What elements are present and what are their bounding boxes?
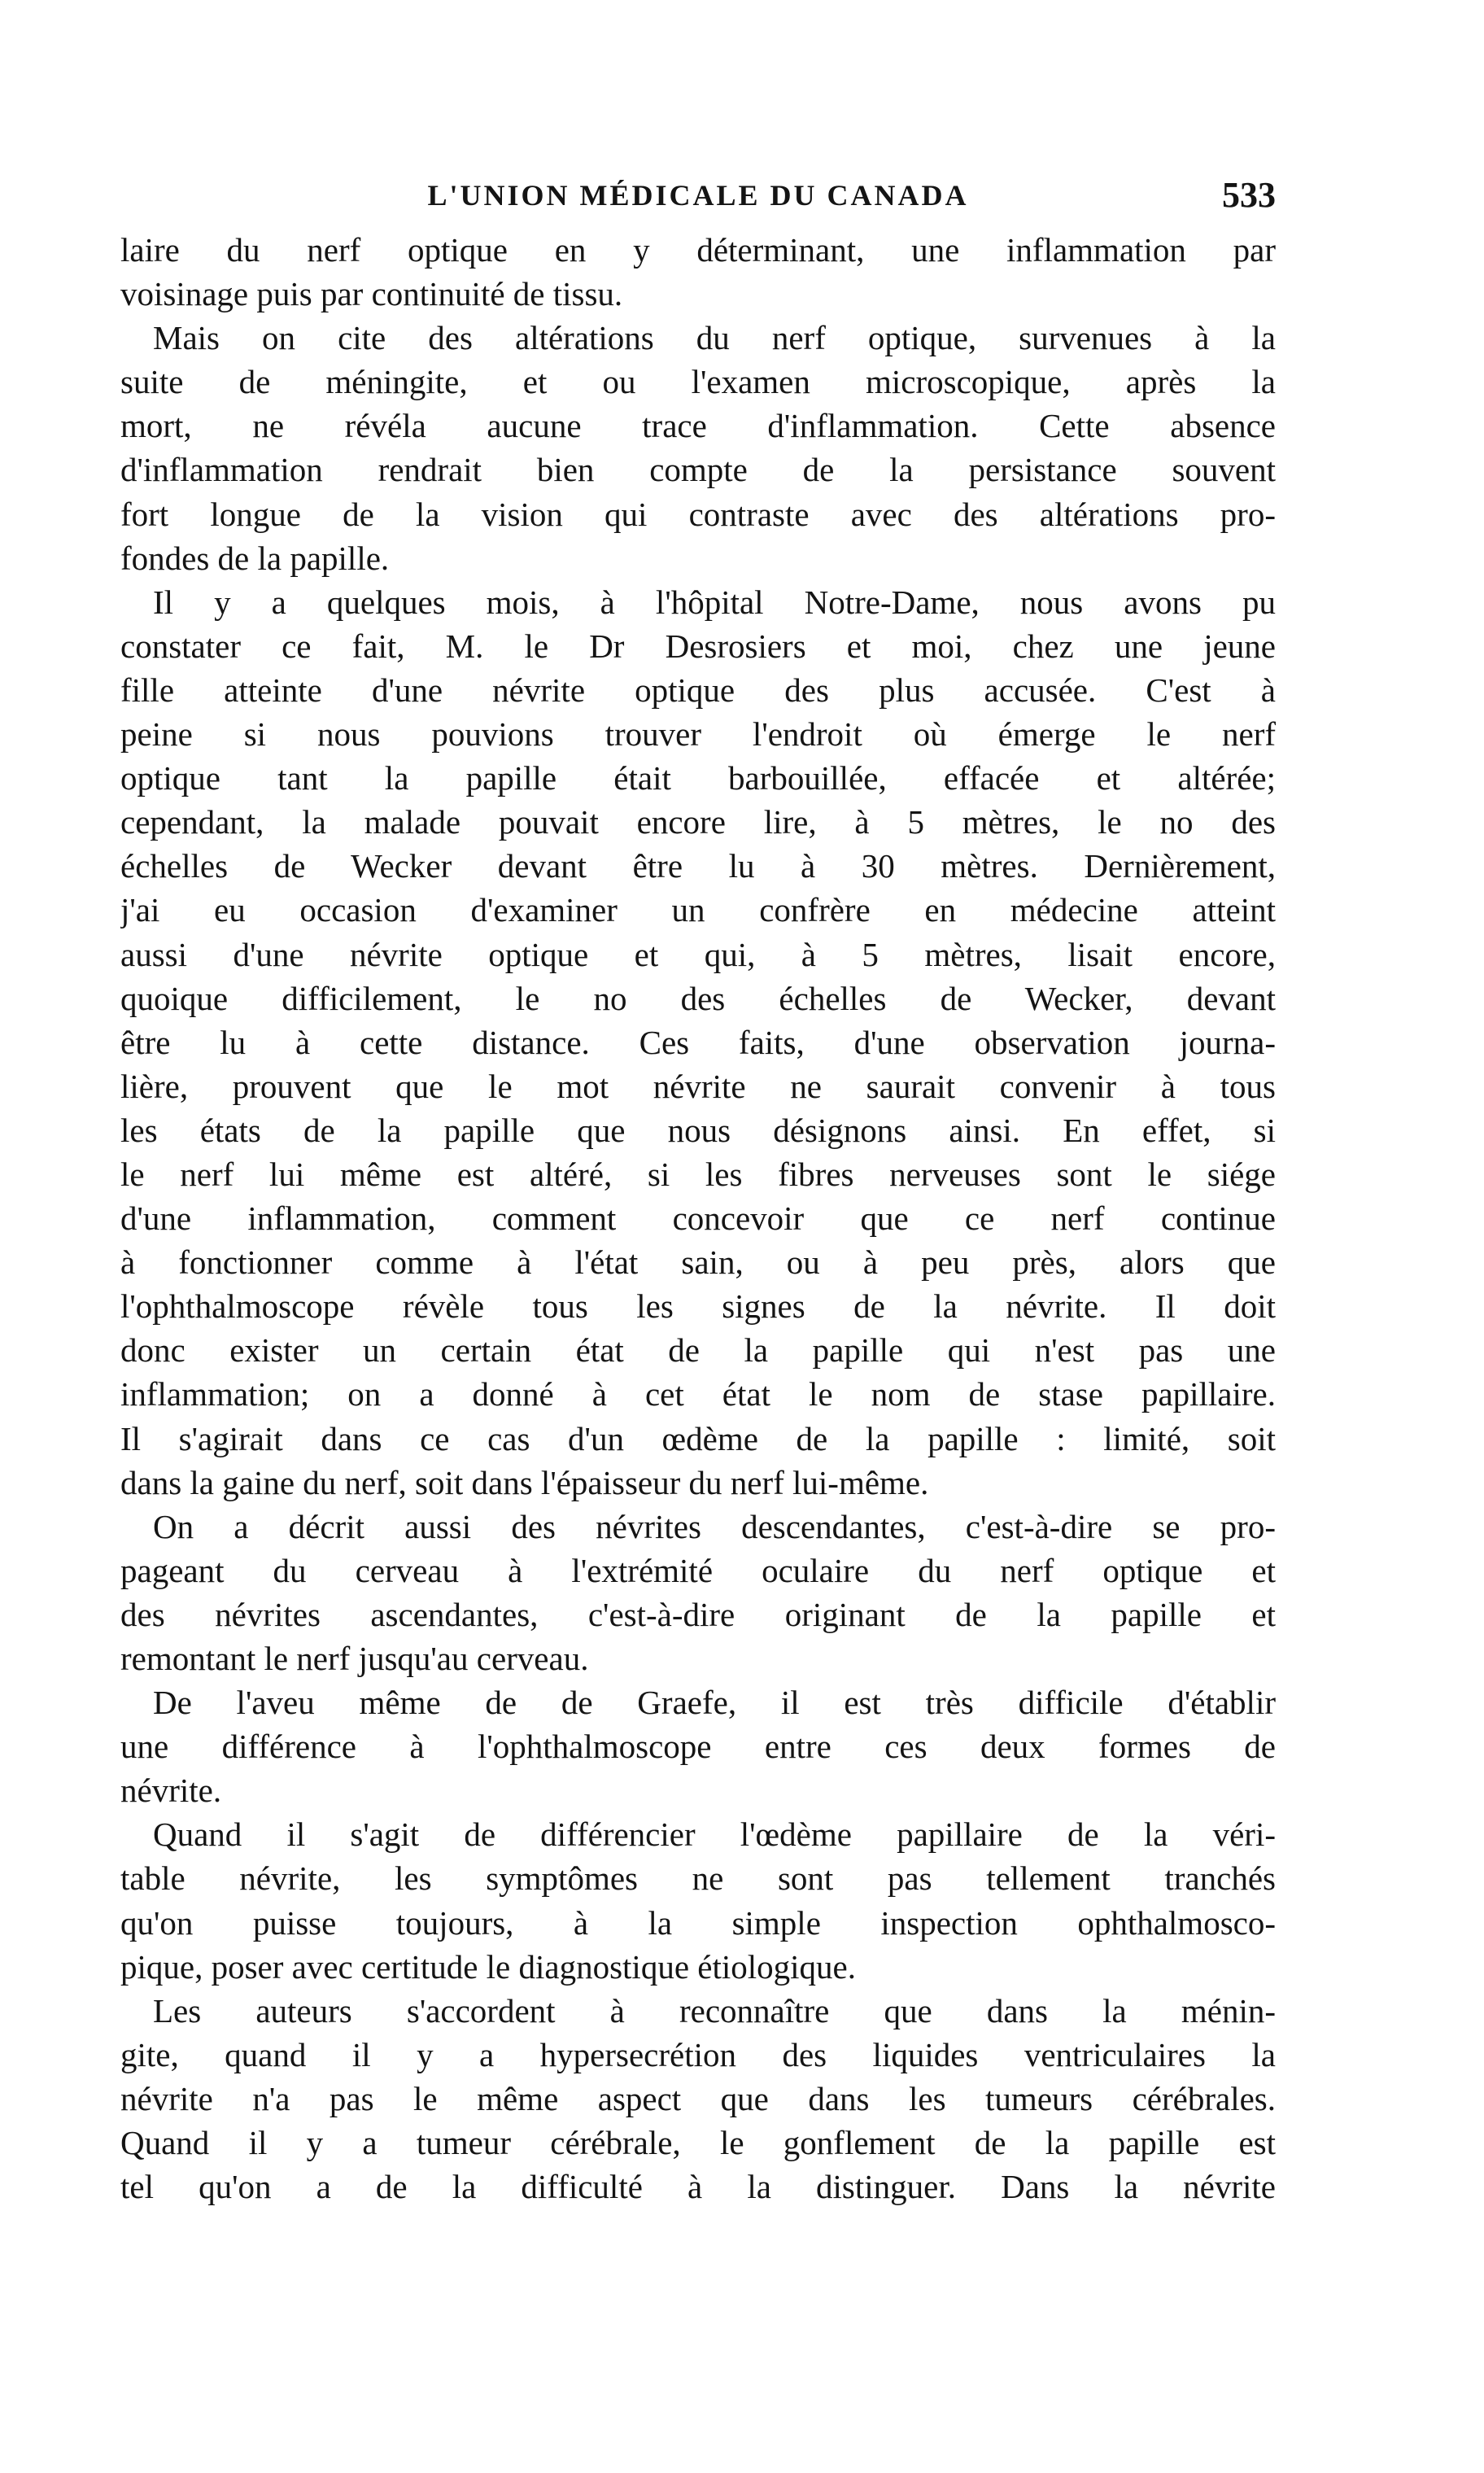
text-line: dans la gaine du nerf, soit dans l'épaisseur du nerf lui-même. bbox=[120, 1463, 929, 1501]
text-line: d'inflammation rendrait bien compte de la persistance souvent bbox=[120, 451, 1276, 489]
text-line: peine si nous pouvions trouver l'endroit où émerge le nerf bbox=[120, 715, 1276, 754]
text-line: j'ai eu occasion d'examiner un confrère en médecine atteint bbox=[120, 891, 1276, 929]
text-line: Il y a quelques mois, à l'hôpital Notre-Dame, nous avons pu bbox=[153, 583, 1276, 621]
text-line: cependant, la malade pouvait encore lire, à 5 mètres, le no des bbox=[120, 803, 1276, 841]
text-line: l'ophthalmoscope révèle tous les signes de la névrite. Il doit bbox=[120, 1287, 1276, 1326]
text-line: gite, quand il y a hypersecrétion des liquides ventriculaires la bbox=[120, 2035, 1276, 2073]
text-line: les états de la papille que nous désignons ainsi. En effet, si bbox=[120, 1111, 1276, 1149]
text-line: laire du nerf optique en y déterminant, une inflammation par bbox=[120, 231, 1276, 269]
body-text bbox=[120, 228, 1276, 2425]
text-line: échelles de Wecker devant être lu à 30 mètres. Dernièrement, bbox=[120, 847, 1276, 885]
text-line: être lu à cette distance. Ces faits, d'une observation journa- bbox=[120, 1023, 1276, 1061]
text-line: suite de méningite, et ou l'examen microscopique, après la bbox=[120, 363, 1276, 401]
text-line: une différence à l'ophthalmoscope entre ces deux formes de bbox=[120, 1728, 1276, 1766]
text-line: De l'aveu même de de Graefe, il est très difficile d'établir bbox=[153, 1684, 1276, 1722]
text-line: des névrites ascendantes, c'est-à-dire originant de la papille et bbox=[120, 1595, 1276, 1633]
text-line: lière, prouvent que le mot névrite ne saurait convenir à tous bbox=[120, 1067, 1276, 1105]
text-line: aussi d'une névrite optique et qui, à 5 mètres, lisait encore, bbox=[120, 935, 1276, 973]
text-line: remontant le nerf jusqu'au cerveau. bbox=[120, 1640, 589, 1677]
text-line: qu'on puisse toujours, à la simple inspection ophthalmosco- bbox=[120, 1903, 1276, 1942]
text-line: pageant du cerveau à l'extrémité oculaire du nerf optique et bbox=[120, 1551, 1276, 1589]
text-line: mort, ne révéla aucune trace d'inflammation. Cette absence bbox=[120, 407, 1276, 445]
text-line: constater ce fait, M. le Dr Desrosiers et moi, chez une jeune bbox=[120, 627, 1276, 665]
text-line: à fonctionner comme à l'état sain, ou à peu près, alors que bbox=[120, 1243, 1276, 1282]
text-line: table névrite, les symptômes ne sont pas tellement tranchés bbox=[120, 1859, 1276, 1898]
text-line: optique tant la papille était barbouillée, effacée et altérée; bbox=[120, 759, 1276, 797]
text-line: Quand il s'agit de différencier l'œdème papillaire de la véri- bbox=[153, 1815, 1276, 1854]
text-line: névrite. bbox=[120, 1772, 222, 1810]
text-line: On a décrit aussi des névrites descendantes, c'est-à-dire se pro- bbox=[153, 1507, 1276, 1545]
text-line: fille atteinte d'une névrite optique des plus accusée. C'est à bbox=[120, 671, 1276, 709]
page-number: 533 bbox=[1222, 175, 1276, 215]
text-line: d'une inflammation, comment concevoir que ce nerf continue bbox=[120, 1199, 1276, 1238]
text-line: Les auteurs s'accordent à reconnaître que dans la ménin- bbox=[153, 1991, 1276, 2030]
text-line: voisinage puis par continuité de tissu. bbox=[120, 275, 623, 313]
text-line: névrite n'a pas le même aspect que dans les tumeurs cérébrales. bbox=[120, 2079, 1276, 2117]
text-line: pique, poser avec certitude le diagnostique étiologique. bbox=[120, 1947, 856, 1986]
text-line: fort longue de la vision qui contraste avec des altérations pro- bbox=[120, 495, 1276, 533]
text-line: Il s'agirait dans ce cas d'un œdème de la papille : limité, soit bbox=[120, 1419, 1276, 1457]
text-line: Mais on cite des altérations du nerf optique, survenues à la bbox=[153, 319, 1276, 357]
text-line: Quand il y a tumeur cérébrale, le gonflement de la papille est bbox=[120, 2124, 1276, 2162]
text-line: fondes de la papille. bbox=[120, 539, 390, 577]
text-line: le nerf lui même est altéré, si les fibres nerveuses sont le siége bbox=[120, 1155, 1276, 1193]
text-line: tel qu'on a de la difficulté à la distinguer. Dans la névrite bbox=[120, 2168, 1276, 2206]
text-line: quoique difficilement, le no des échelles de Wecker, devant bbox=[120, 979, 1276, 1017]
text-line: donc exister un certain état de la papille qui n'est pas une bbox=[120, 1331, 1276, 1370]
running-title: L'UNION MÉDICALE DU CANADA bbox=[427, 179, 969, 212]
text-line: inflammation; on a donné à cet état le nom de stase papillaire. bbox=[120, 1375, 1276, 1413]
running-head bbox=[120, 167, 1276, 224]
